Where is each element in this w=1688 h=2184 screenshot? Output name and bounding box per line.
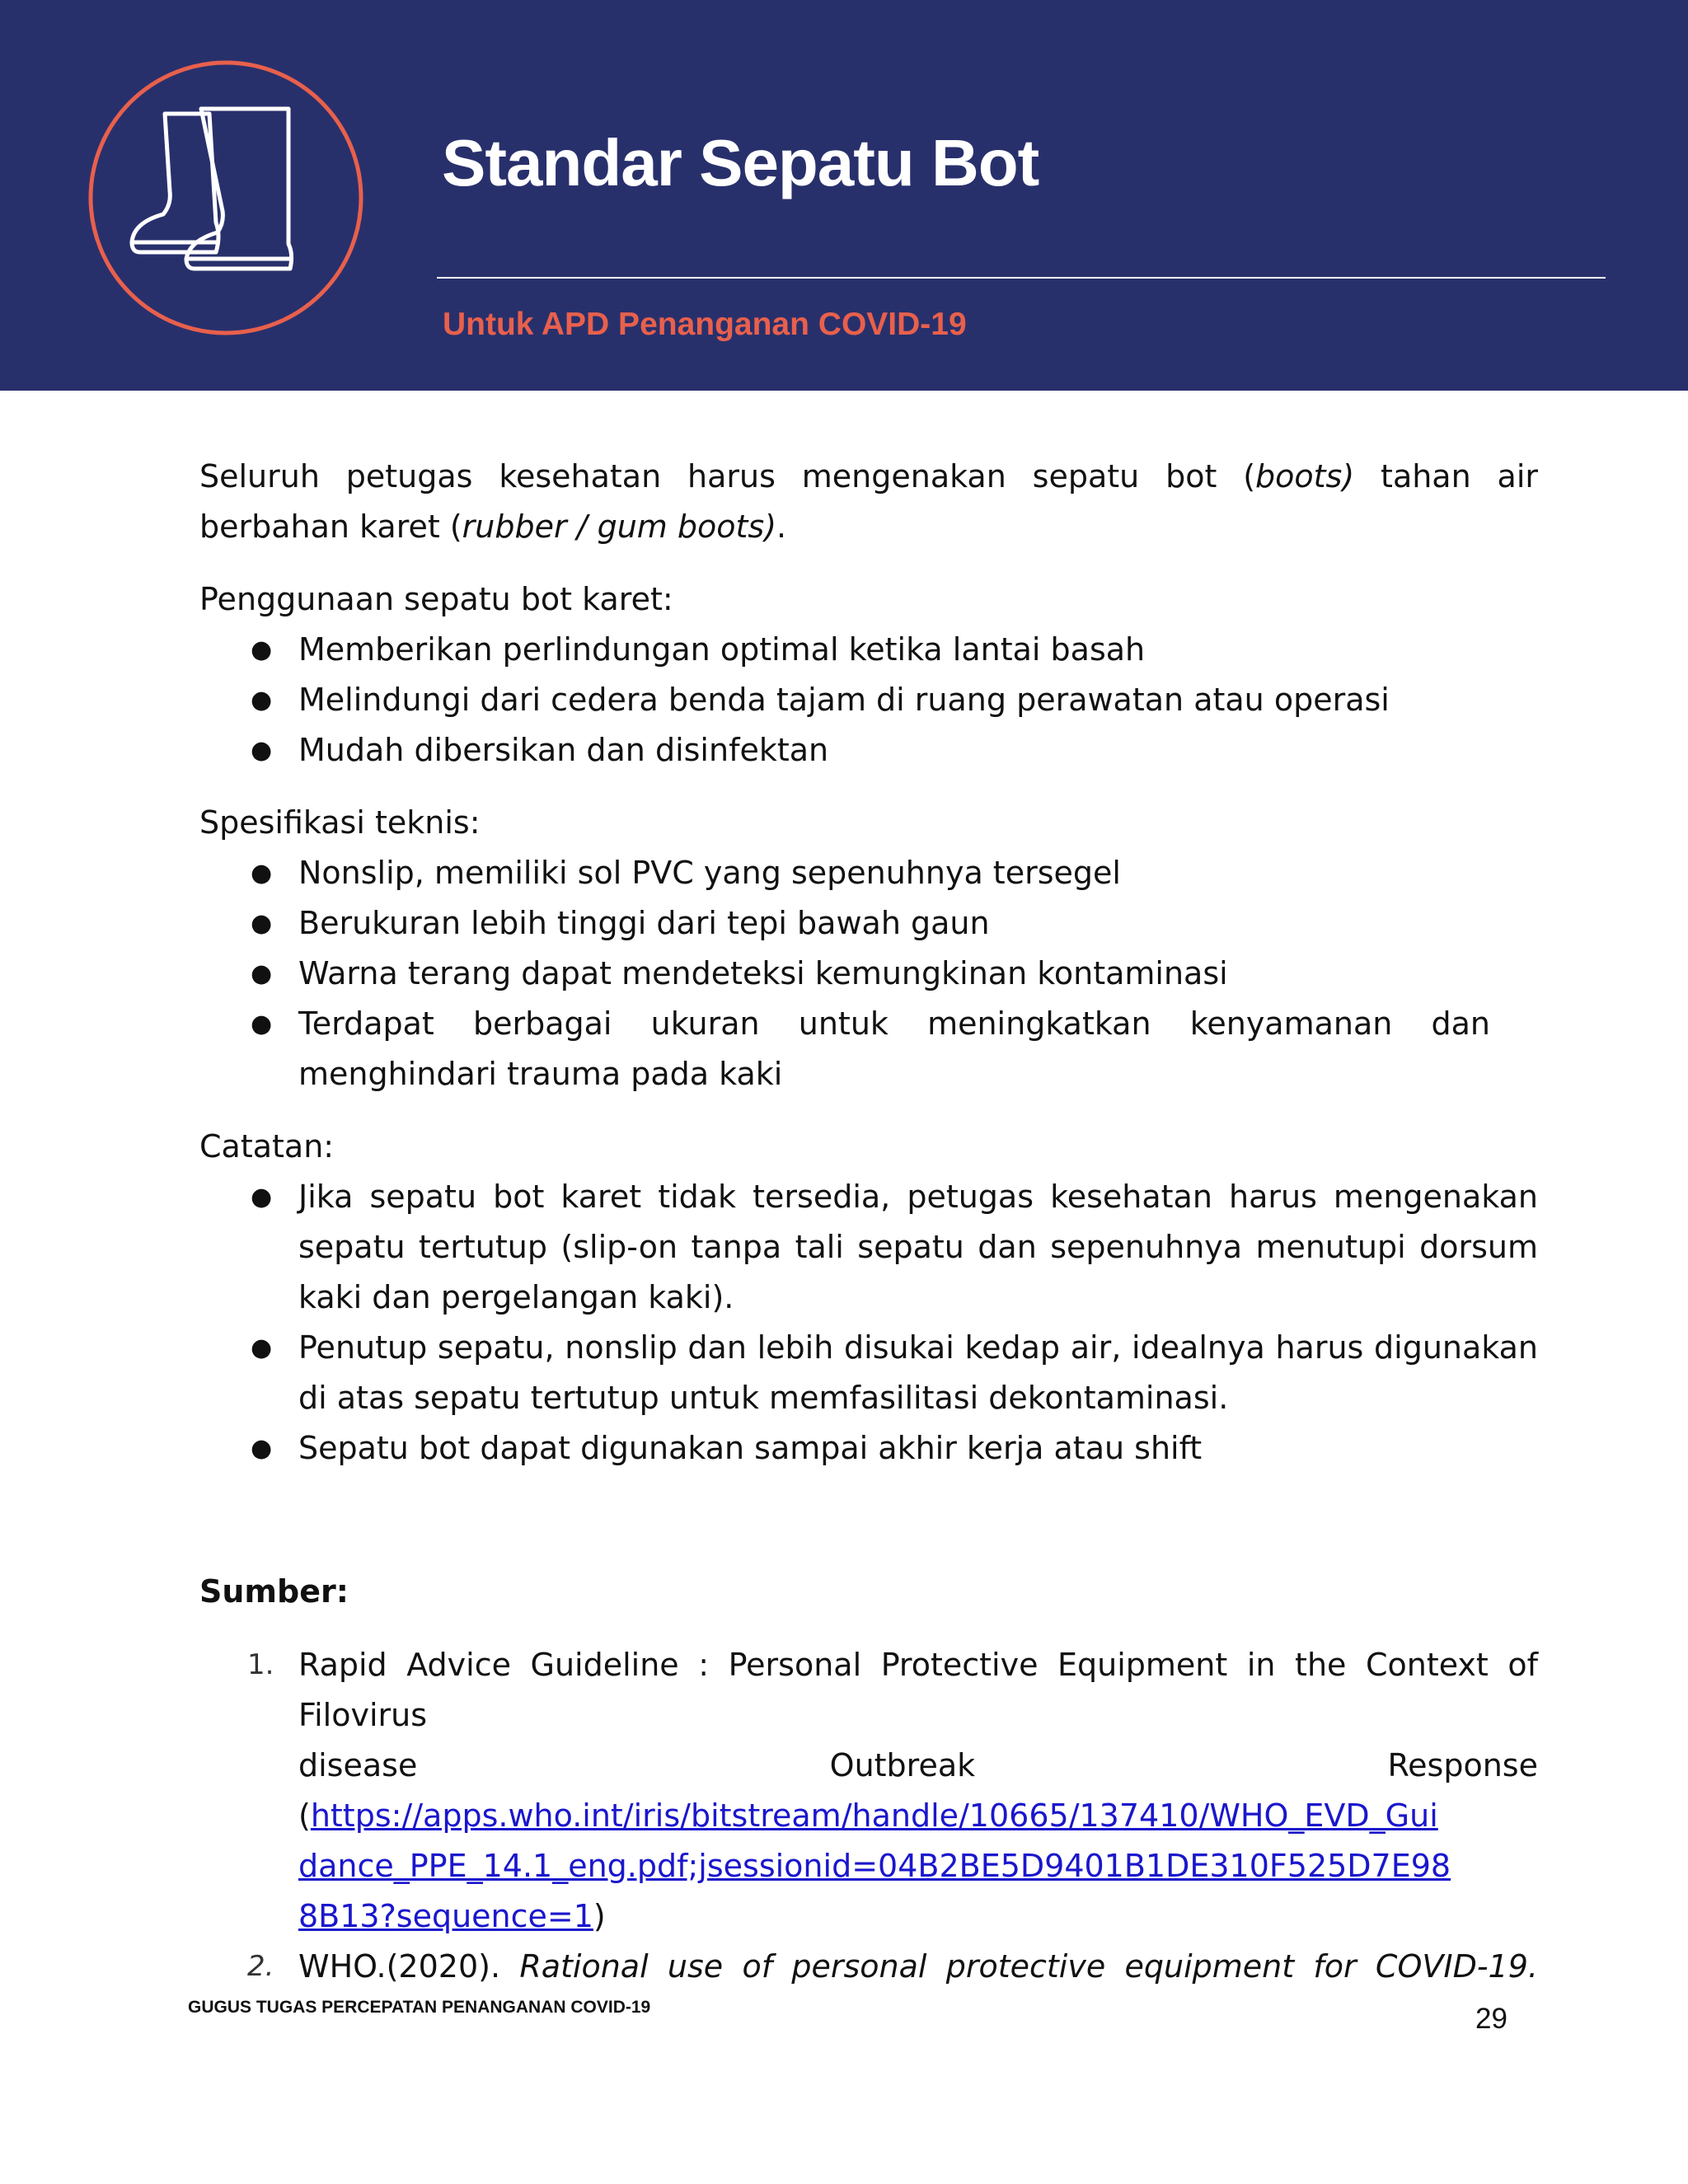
bullet-icon: ●: [251, 1183, 273, 1212]
document-body: [199, 452, 1538, 1992]
list-item: ● Mudah dibersikan dan disinfektan: [199, 725, 1538, 776]
boots-icon: [86, 58, 366, 338]
bullet-icon: ●: [251, 686, 273, 715]
sources-heading: Sumber:: [199, 1573, 349, 1610]
reference-item: 2. WHO.(2020). Rational use of personal protective equipment for COVID-19.: [199, 1942, 1538, 1992]
footer-organization: GUGUS TUGAS PERCEPATAN PENANGANAN COVID-19: [188, 1998, 651, 2017]
bullet-icon: ●: [251, 1010, 273, 1038]
page-subtitle: Untuk APD Penanganan COVID-19: [443, 307, 967, 342]
specs-heading: Spesifikasi teknis:: [199, 804, 481, 841]
list-item: ● Melindungi dari cedera benda tajam di ruang perawatan atau operasi: [199, 675, 1538, 725]
usage-heading: Penggunaan sepatu bot karet:: [199, 581, 673, 617]
bullet-icon: ●: [251, 1434, 273, 1463]
references-list: [199, 1640, 1538, 1992]
bullet-icon: ●: [251, 635, 273, 664]
list-item: ● Terdapat berbagai ukuran untuk meningkatkan kenyamanan dan menghindari trauma pada kaki: [199, 999, 1538, 1099]
reference-number: 2.: [247, 1950, 274, 1983]
reference-item: 1. Rapid Advice Guideline : Personal Protective Equipment in the Context of Filovirus disease Outbreak Response (https://apps.who.int/iris/bitstream/handle/10665/137410/WHO_EVD_Guidance_PPE_14.1_eng.pdf;jsessionid=04B2BE5D9401B1DE310F525D7E988B13?sequence=1): [199, 1640, 1538, 1942]
intro-paragraph: Seluruh petugas kesehatan harus mengenakan sepatu bot (boots) tahan air berbahan karet (rubber / gum boots).: [199, 458, 1538, 545]
list-item: ● Nonslip, memiliki sol PVC yang sepenuhnya tersegel: [199, 848, 1538, 898]
specs-list: [199, 848, 1538, 1099]
reference-link[interactable]: https://apps.who.int/iris/bitstream/handle/10665/137410/WHO_EVD_Guidance_PPE_14.1_eng.pdf;jsessionid=04B2BE5D9401B1DE310F525D7E988B13?sequence=1: [298, 1797, 1451, 1934]
bullet-icon: ●: [251, 909, 273, 938]
notes-heading: Catatan:: [199, 1128, 335, 1165]
notes-list: [199, 1172, 1538, 1474]
list-item: ● Memberikan perlindungan optimal ketika lantai basah: [199, 625, 1538, 675]
list-item: ● Warna terang dapat mendeteksi kemungkinan kontaminasi: [199, 949, 1538, 999]
reference-number: 1.: [247, 1648, 274, 1681]
page-header: [0, 0, 1688, 391]
bullet-icon: ●: [251, 736, 273, 765]
list-item: ● Penutup sepatu, nonslip dan lebih disukai kedap air, idealnya harus digunakan di atas sepatu tertutup untuk memfasilitasi dekontaminasi.: [199, 1323, 1538, 1423]
list-item: ● Jika sepatu bot karet tidak tersedia, petugas kesehatan harus mengenakan sepatu tertutup (slip-on tanpa tali sepatu dan sepenuhnya menutupi dorsum kaki dan pergelangan kaki).: [199, 1172, 1538, 1323]
header-divider: [437, 277, 1606, 279]
bullet-icon: ●: [251, 859, 273, 888]
usage-list: [199, 625, 1538, 776]
list-item: ● Sepatu bot dapat digunakan sampai akhir kerja atau shift: [199, 1423, 1538, 1474]
list-item: ● Berukuran lebih tinggi dari tepi bawah gaun: [199, 898, 1538, 949]
page-number: 29: [1475, 2003, 1507, 2035]
page-title: Standar Sepatu Bot: [442, 126, 1039, 199]
bullet-icon: ●: [251, 959, 273, 988]
bullet-icon: ●: [251, 1333, 273, 1362]
